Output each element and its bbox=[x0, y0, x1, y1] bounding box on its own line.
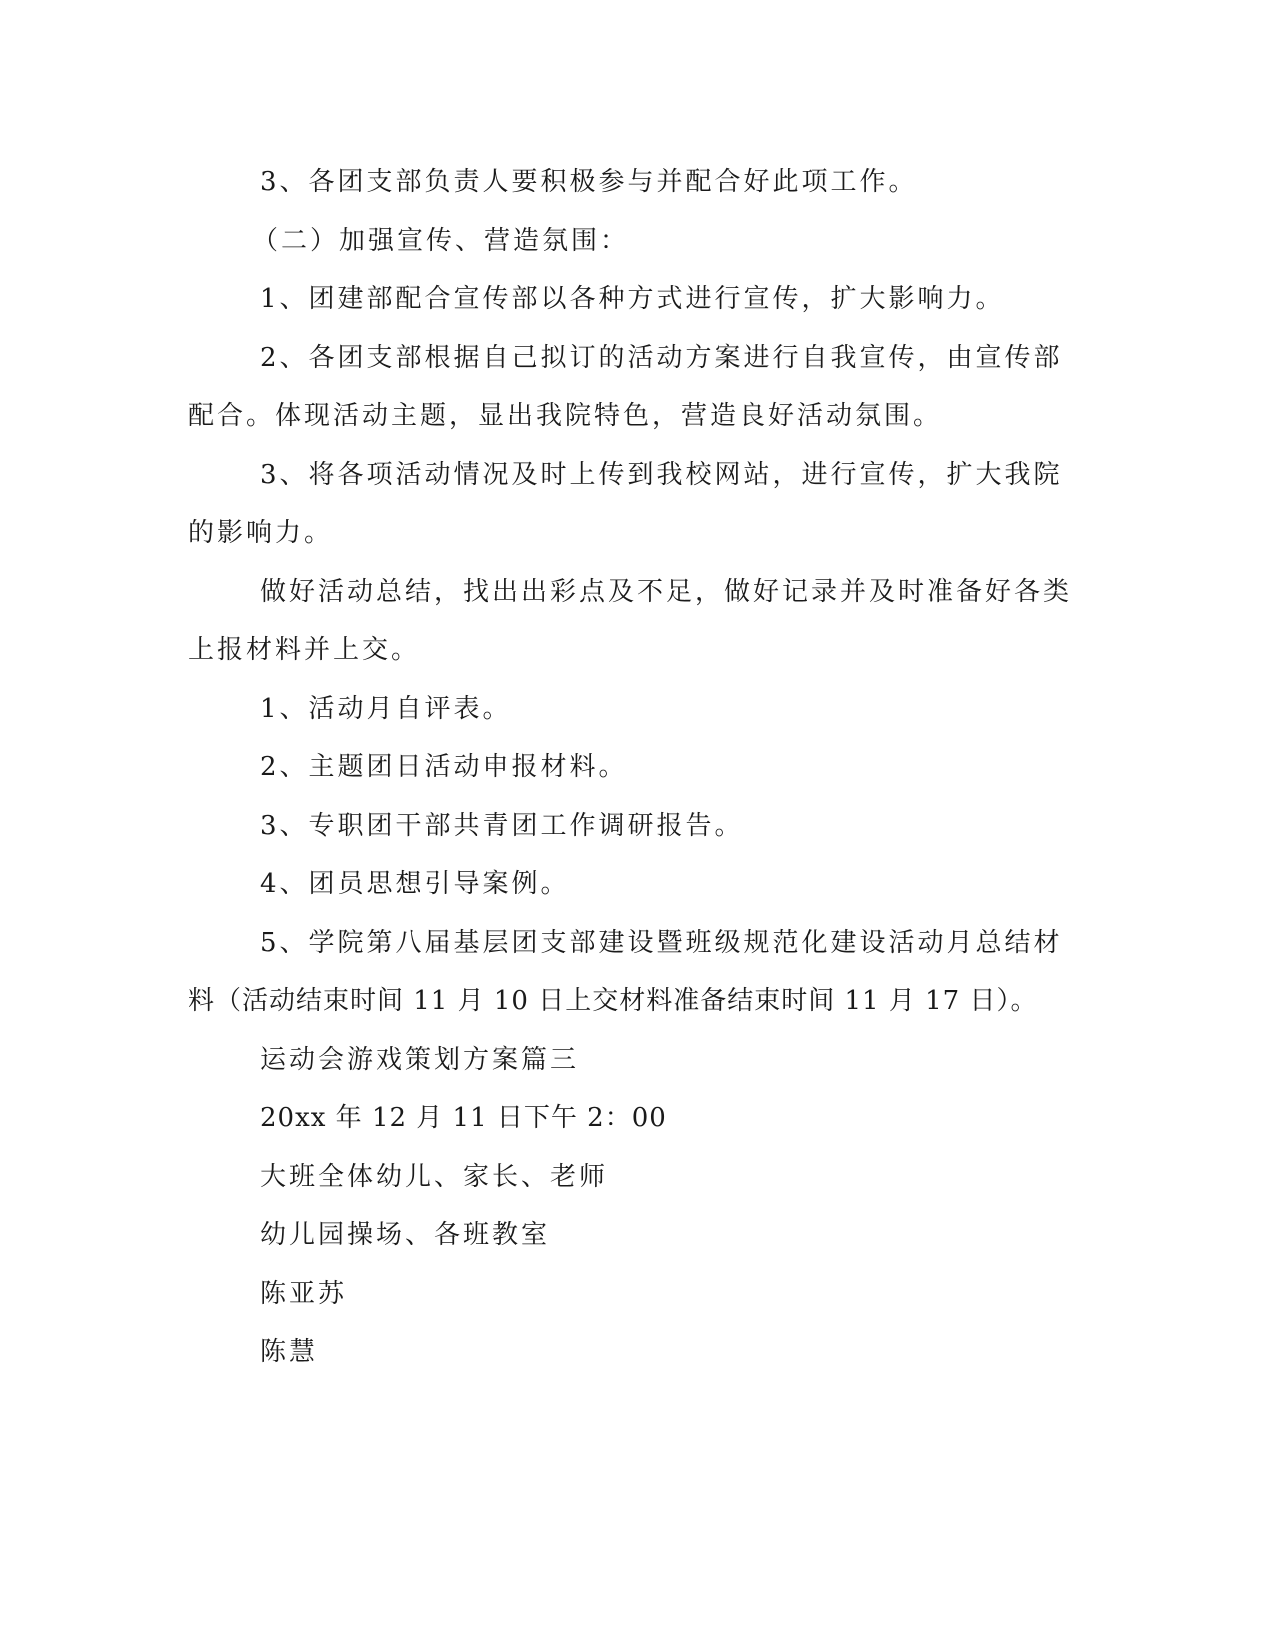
text-line: 3、各团支部负责人要积极参与并配合好此项工作。 bbox=[260, 167, 918, 197]
text-line: 3、将各项活动情况及时上传到我校网站，进行宣传，扩大我院 bbox=[260, 460, 1063, 490]
text-line: 1、活动月自评表。 bbox=[260, 694, 512, 724]
section-heading: （二）加强宣传、营造氛围： bbox=[252, 226, 630, 256]
text-line: 的影响力。 bbox=[188, 518, 334, 548]
text-line: 4、团员思想引导案例。 bbox=[260, 869, 570, 899]
text-line: 上报材料并上交。 bbox=[188, 635, 421, 665]
section-title: 运动会游戏策划方案篇三 bbox=[260, 1045, 580, 1075]
text-line: 2、主题团日活动申报材料。 bbox=[260, 752, 628, 782]
text-line: 幼儿园操场、各班教室 bbox=[260, 1220, 551, 1250]
text-line: 3、专职团干部共青团工作调研报告。 bbox=[260, 811, 744, 841]
text-line: 陈慧 bbox=[260, 1337, 319, 1367]
text-line: 5、学院第八届基层团支部建设暨班级规范化建设活动月总结材 bbox=[260, 928, 1063, 958]
text-line: 配合。体现活动主题，显出我院特色，营造良好活动氛围。 bbox=[188, 401, 943, 431]
text-line: 大班全体幼儿、家长、老师 bbox=[260, 1162, 609, 1192]
text-line: 1、团建部配合宣传部以各种方式进行宣传，扩大影响力。 bbox=[260, 284, 1005, 314]
text-line: 料（活动结束时间 11 月 10 日上交材料准备结束时间 11 月 17 日）。 bbox=[188, 986, 1038, 1016]
text-line: 陈亚苏 bbox=[260, 1279, 348, 1309]
text-line: 做好活动总结，找出出彩点及不足，做好记录并及时准备好各类 bbox=[260, 577, 1073, 607]
text-line: 2、各团支部根据自己拟订的活动方案进行自我宣传，由宣传部 bbox=[260, 343, 1063, 373]
text-line: 20xx 年 12 月 11 日下午 2：00 bbox=[260, 1103, 667, 1133]
